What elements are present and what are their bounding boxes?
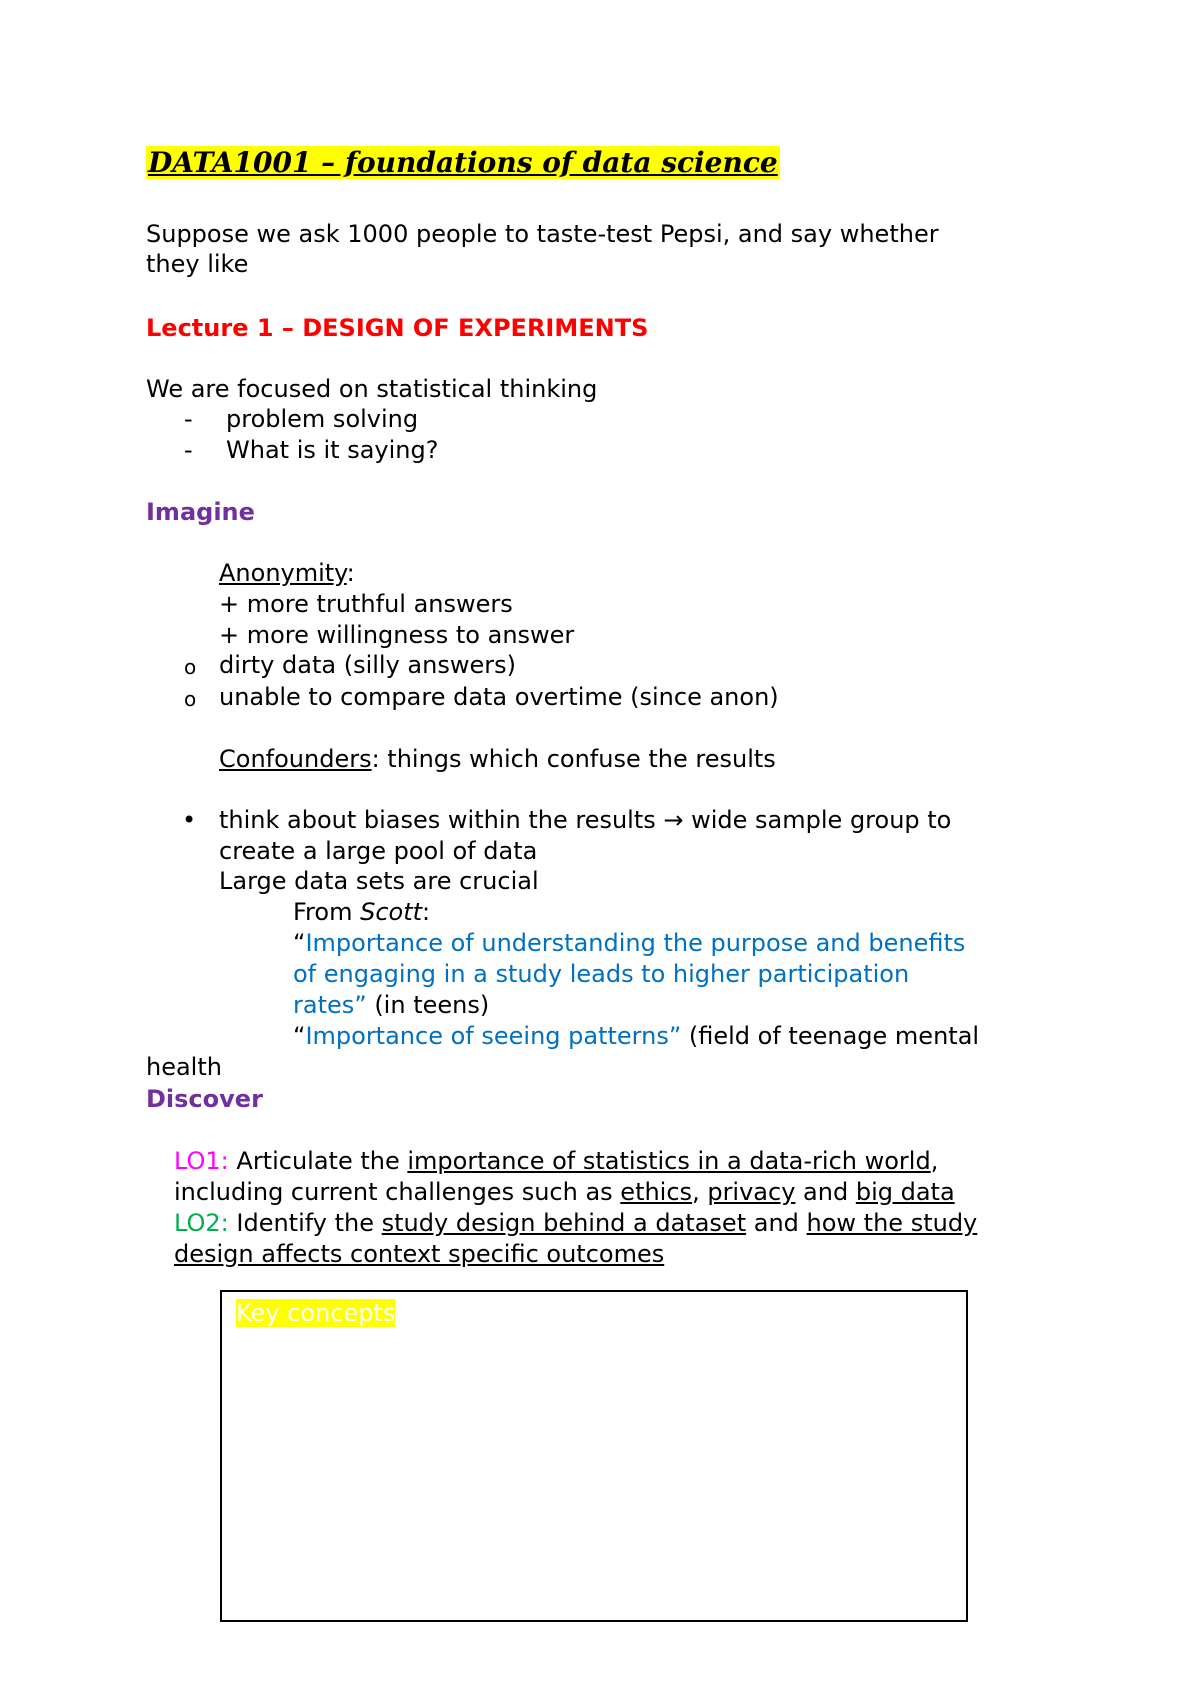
lo2-underlined-2: how the study [806, 1209, 978, 1237]
document-title: DATA1001 – foundations of data science [148, 146, 778, 179]
quote1-line-2: of engaging in a study leads to higher participation [293, 960, 910, 988]
key-concepts-line [236, 1298, 395, 1328]
imagine-heading: Imagine [146, 498, 255, 526]
quote2-after: (field of teenage mental [681, 1022, 980, 1050]
from-name: Scott [360, 898, 423, 926]
lo1-text-b: , [930, 1147, 939, 1175]
intro-line-2: they like [146, 250, 249, 278]
focus-item-1: problem solving [226, 405, 419, 433]
con-item-1: dirty data (silly answers) [219, 651, 516, 679]
dash-marker: - [184, 436, 193, 464]
lo1-underlined-4: big data [855, 1178, 955, 1206]
quote1-text-3: rates” [293, 991, 367, 1019]
quote2-line [293, 1021, 979, 1051]
dot-bullet: • [182, 806, 197, 834]
circle-bullet: o [184, 687, 197, 711]
biases-line-1 [219, 805, 951, 835]
lo1-underlined-3: privacy [707, 1178, 796, 1206]
confounders-label: Confounders [219, 745, 372, 773]
lo1-text-line2: including current challenges such as [174, 1178, 621, 1206]
pro-item-2: + more willingness to answer [219, 621, 575, 649]
lo1-text-c: , [692, 1178, 708, 1206]
document-title-line [146, 148, 780, 179]
lo1-line-1 [174, 1146, 938, 1176]
lo2-text-b: and [746, 1209, 807, 1237]
biases-line-2: create a large pool of data [219, 837, 538, 865]
dash-marker: - [184, 405, 193, 433]
from-scott-line [293, 897, 430, 927]
key-concepts-box [220, 1290, 968, 1622]
quote1-line-1 [293, 928, 965, 958]
quote2-text: Importance of seeing patterns” [305, 1022, 682, 1050]
biases-text-b: wide sample group to [683, 806, 952, 834]
pro-item-1: + more truthful answers [219, 590, 513, 618]
discover-heading: Discover [146, 1085, 263, 1113]
lo2-underlined-3: design affects context specific outcomes [174, 1240, 665, 1268]
lo1-underlined-1: importance of statistics in a data-rich world [407, 1147, 931, 1175]
lo1-text-d: and [795, 1178, 856, 1206]
lo2-text-a: Identify the [228, 1209, 382, 1237]
quote1-after: (in teens) [366, 991, 490, 1019]
anonymity-line [219, 558, 355, 588]
quote1-line-3 [293, 990, 489, 1020]
focus-item-2: What is it saying? [226, 436, 439, 464]
lo2-line-2 [174, 1239, 664, 1269]
lo2-underlined-1: study design behind a dataset [381, 1209, 747, 1237]
circle-bullet: o [184, 655, 197, 679]
quote1-open: “ [293, 929, 306, 957]
lo2-line-1 [174, 1208, 977, 1238]
lo1-text-a: Articulate the [228, 1147, 408, 1175]
biases-text-a: think about biases within the results [219, 806, 664, 834]
arrow-icon: → [663, 806, 684, 834]
from-prefix: From [293, 898, 361, 926]
key-concepts-label: Key concepts [236, 1299, 396, 1327]
large-data-line: Large data sets are crucial [219, 867, 539, 895]
anonymity-colon: : [346, 559, 355, 587]
quote2-open: “ [293, 1022, 306, 1050]
lo2-label: LO2: [174, 1209, 229, 1237]
quote2-wrap: health [146, 1053, 222, 1081]
confounders-text: : things which confuse the results [371, 745, 776, 773]
confounders-line [219, 744, 776, 774]
lo1-underlined-2: ethics [620, 1178, 693, 1206]
lecture-heading: Lecture 1 – DESIGN OF EXPERIMENTS [146, 314, 649, 342]
con-item-2: unable to compare data overtime (since anon) [219, 683, 779, 711]
lo1-line-2 [174, 1177, 955, 1207]
lo1-label: LO1: [174, 1147, 229, 1175]
from-suffix: : [422, 898, 431, 926]
intro-line-1: Suppose we ask 1000 people to taste-test Pepsi, and say whether [146, 220, 939, 248]
focus-text: We are focused on statistical thinking [146, 375, 598, 403]
quote1-text-1: Importance of understanding the purpose and benefits [305, 929, 966, 957]
anonymity-label: Anonymity [219, 559, 347, 587]
